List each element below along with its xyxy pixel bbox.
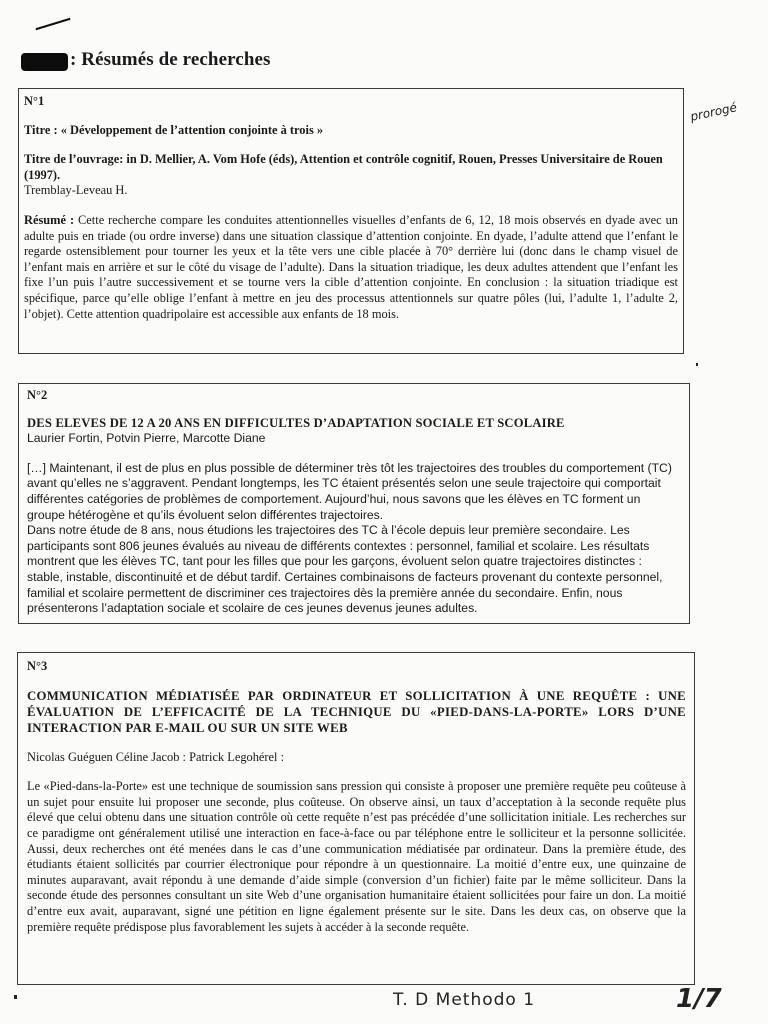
scan-speck [14,995,17,999]
entry-authors: Nicolas Guéguen Céline Jacob : Patrick Legohérel : [27,749,285,764]
entry-title: Titre : « Développement de l’attention conjointe à trois » [24,122,324,137]
entry-number: N°2 [27,388,48,402]
entry-summary [24,213,678,322]
entry-paragraph-1: […] Maintenant, il est de plus en plus possible de déterminer très tôt les trajectoires des troubles du comportement (TC) avant qu’elles ne s’aggravent. Pendant longtemps, les TC étaient présentés selon une seule trajectoire qui comportait différentes catégories de problèmes de comportement. Aujourd’hui, nous savons que les élèves en TC forment un groupe hétérogène et qu’ils évoluent selon différentes trajectoires. [27,460,672,522]
entry-author: Tremblay-Leveau H. [24,183,128,198]
summary-text: Cette recherche compare les conduites attentionnelles visuelles d’enfants de 6, 12, 18 mois observés en dyade avec un adulte puis en triade (ou ordre inverse) dans une situation classique d’attention conjointe. En dyade, l’adulte attend que l’enfant le regarde ostensiblement pour tourner les yeux et la tête vers une cible placée à 70° derrière lui (donc dans le champ visuel de l’enfant mais en arrière et sur le côté du visage de l’adulte). Dans la situation triadique, les deux adultes attendent que l’enfant les fixe l’un puis l’autre successivement et se tourne vers la cible d’attention conjointe. En conclusion : la situation triadique est spécifique, parce qu’elle oblige l’enfant à mettre en jeu des processus attentionnels sur quatre pôles (lui, l’adulte 1, l’adulte 2, l’objet). Cette attention quadripolaire est accessible aux enfants de 18 mois. [24,212,678,321]
entry-paragraph-2: Dans notre étude de 8 ans, nous étudions les trajectoires des TC à l’école depuis leur première secondaire. Les participants sont 806 jeunes évalués au niveau de différents contextes : personnel, familial et scolaire. Les résultats montrent que les élèves TC, tant pour les filles que pour les garçons, évoluent selon quatre trajectoires distinctes : stable, instable, discontinuité et de début tardif. Certaines combinaisons de facteurs provenant du contexte personnel, familial et scolaire permettent de discriminer ces trajectoires dès la première année du secondaire. Enfin, nous présenterons l’adaptation sociale et scolaire de ces jeunes devenus jeunes adultes. [27,523,663,616]
entry-number: N°1 [24,94,45,108]
redaction-block [21,53,68,71]
scan-speck [696,363,698,366]
page-title: : Résumés de recherches [70,49,271,70]
handwritten-margin-note: prorogé [689,100,739,124]
entry-title: DES ELEVES DE 12 A 20 ANS EN DIFFICULTES D’ADAPTATION SOCIALE ET SCOLAIRE [27,415,565,430]
research-entry-1 [18,88,684,354]
pen-stroke-mark [35,18,70,30]
entry-authors: Laurier Fortin, Potvin Pierre, Marcotte Diane [27,431,266,446]
entry-body: Le «Pied-dans-la-Porte» est une technique de soumission sans pression qui consiste à proposer une première requête peu coûteuse à un sujet pour ensuite lui proposer une seconde, plus coûteuse. On observe ainsi, un taux d’acceptation à la seconde requête plus élevé que celui obtenu dans une situation contrôle où cette requête n’est pas précédée d’une sollicitation initiale. Les recherches sur ce paradigme ont généralement utilisé une interaction en face-à-face ou par téléphone entre le solliciteur et la personne sollicitée. Aussi, deux recherches ont été menées dans le cas d’une communication médiatisée par ordinateur. Dans la première étude, des étudiants étaient sollicités par courrier électronique pour répondre à un questionnaire. La moitié d’entre eux, une quinzaine de minutes auparavant, avait répondu à une demande d’aide simple (conversion d’un fichier) faite par le même solliciteur. Dans la seconde étude des personnes consultant un site Web d’une organisation humanitaire étaient sollicitées pour faire un don. La moitié d’entre eux avait, auparavant, signé une pétition en ligne également présente sur le site. Dans les deux cas, on observe que la première requête prédispose plus favorablement les sujets à accéder à la seconde requête. [27,779,686,934]
entry-title: COMMUNICATION MÉDIATISÉE PAR ORDINATEUR ET SOLLICITATION À UNE REQUÊTE : UNE ÉVALUATION DE L’EFFICACITÉ DE LA TECHNIQUE DU «PIED-DANS-LA-PORTE» LORS D’UNE INTERACTION PAR E-MAIL OU SUR UN SITE WEB [27,688,686,735]
research-entry-3 [17,652,695,985]
handwritten-page-number: 1/7 [676,984,722,1014]
entry-number: N°3 [27,659,48,673]
summary-label: Résumé : [24,212,75,227]
book-title: Titre de l’ouvrage: in D. Mellier, A. Vom Hofe (éds), Attention et contrôle cognitif, Rouen, Presses Universitaire de Rouen (1997). [24,152,663,182]
research-entry-2 [18,383,690,624]
handwritten-footer-note: T. D Methodo 1 [393,990,536,1010]
